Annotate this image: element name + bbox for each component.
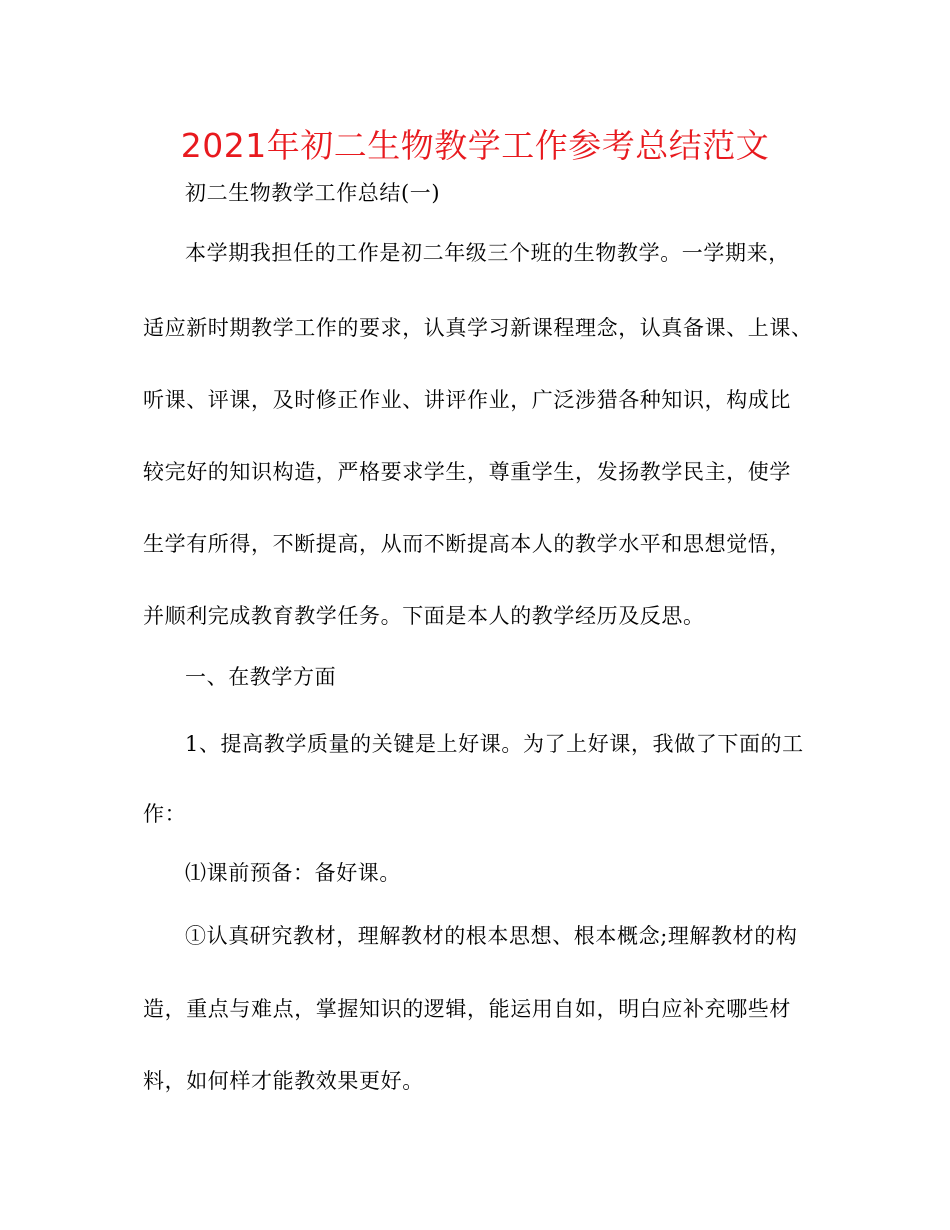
list-item-line: ⑴课前预备：备好课。: [185, 861, 401, 885]
paragraph-line: 听课、评课，及时修正作业、讲评作业，广泛涉猎各种知识，构成比: [143, 388, 791, 412]
paragraph-line: 生学有所得，不断提高，从而不断提高本人的教学水平和思想觉悟，: [143, 532, 791, 556]
paragraph-line: 本学期我担任的工作是初二年级三个班的生物教学。一学期来，: [185, 241, 790, 265]
paragraph-line: 造，重点与难点，掌握知识的逻辑，能运用自如，明白应补充哪些材: [143, 997, 791, 1021]
paragraph-line: 作：: [143, 802, 187, 826]
subtitle-line: 初二生物教学工作总结(一): [185, 181, 441, 205]
paragraph-line: ①认真研究教材，理解教材的根本思想、根本概念;理解教材的构: [185, 924, 798, 948]
paragraph-line: 较完好的知识构造，严格要求学生，尊重学生，发扬教学民主，使学: [143, 460, 791, 484]
paragraph-line: 1、提高教学质量的关键是上好课。为了上好课，我做了下面的工: [185, 732, 804, 756]
paragraph-line: 并顺利完成教育教学任务。下面是本人的教学经历及反思。: [143, 604, 705, 628]
paragraph-line: 适应新时期教学工作的要求，认真学习新课程理念，认真备课、上课、: [143, 316, 813, 340]
section-heading: 一、在教学方面: [185, 665, 337, 689]
document-title: 2021年初二生物教学工作参考总结范文: [180, 126, 770, 165]
paragraph-line: 料，如何样才能教效果更好。: [143, 1069, 424, 1093]
